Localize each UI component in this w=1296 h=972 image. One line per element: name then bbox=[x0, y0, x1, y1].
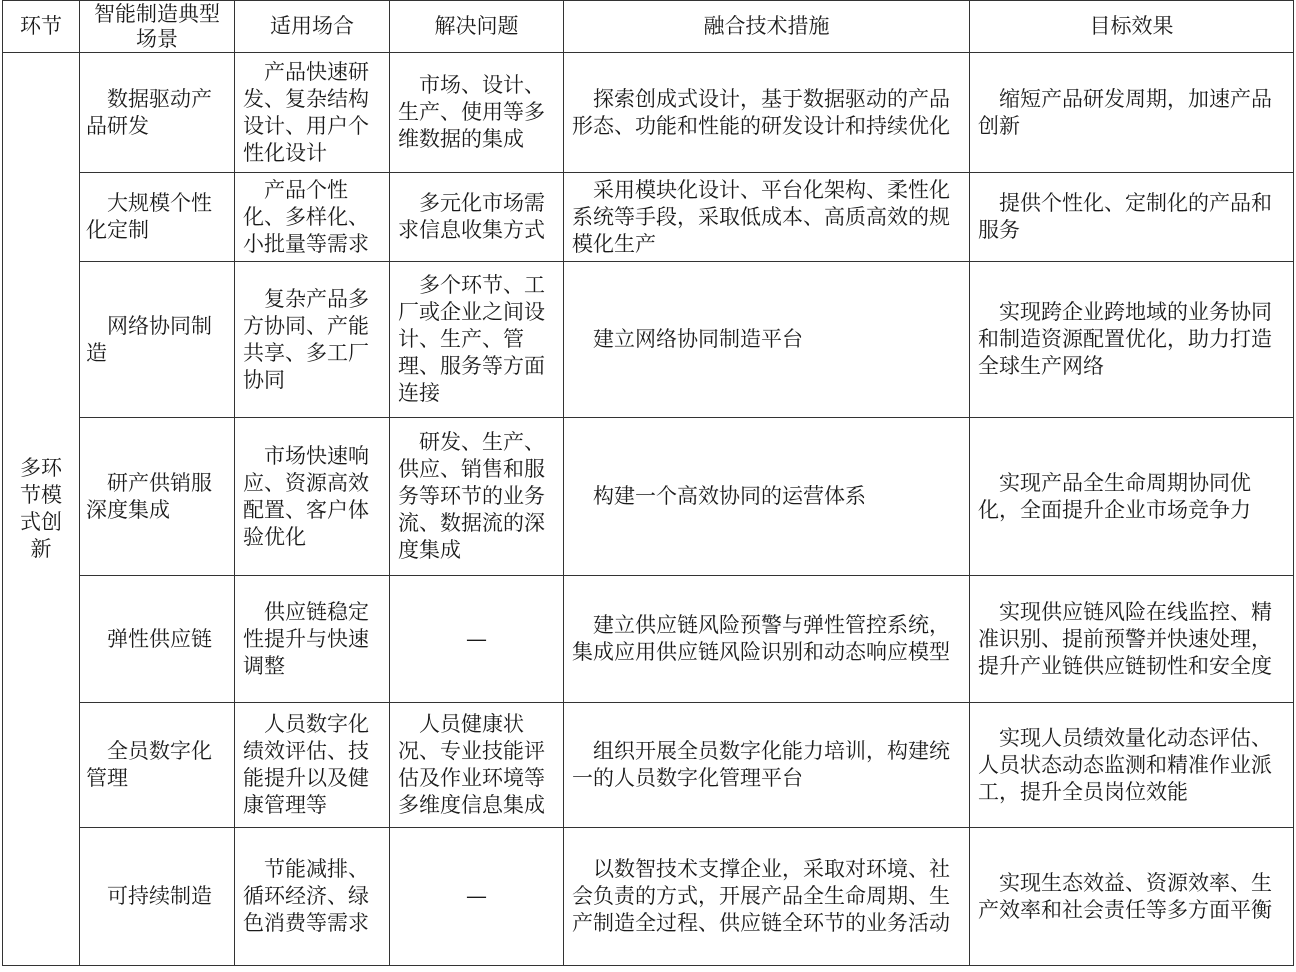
measure-cell: 构建一个高效协同的运营体系 bbox=[564, 418, 970, 576]
header-problem: 解决问题 bbox=[390, 1, 564, 53]
section-label: 多环节模式创新 bbox=[20, 456, 62, 561]
header-effect: 目标效果 bbox=[970, 1, 1294, 53]
scenario-cell: 弹性供应链 bbox=[80, 576, 235, 703]
effect-cell: 实现生态效益、资源效率、生产效率和社会责任等多方面平衡 bbox=[970, 828, 1294, 966]
occasion-cell: 产品快速研发、复杂结构设计、用户个性化设计 bbox=[235, 53, 390, 173]
table-row bbox=[3, 53, 1294, 173]
effect-cell: 提供个性化、定制化的产品和服务 bbox=[970, 173, 1294, 262]
effect-cell: 缩短产品研发周期，加速产品创新 bbox=[970, 53, 1294, 173]
occasion-cell: 复杂产品多方协同、产能共享、多工厂协同 bbox=[235, 262, 390, 418]
table-row bbox=[3, 173, 1294, 262]
occasion-cell: 产品个性化、多样化、小批量等需求 bbox=[235, 173, 390, 262]
effect-cell: 实现供应链风险在线监控、精准识别、提前预警并快速处理，提升产业链供应链韧性和安全度 bbox=[970, 576, 1294, 703]
problem-cell: 多个环节、工厂或企业之间设计、生产、管理、服务等方面连接 bbox=[390, 262, 564, 418]
section-cell bbox=[3, 53, 80, 966]
problem-cell: 人员健康状况、专业技能评估及作业环境等多维度信息集成 bbox=[390, 703, 564, 828]
header-stage: 环节 bbox=[3, 1, 80, 53]
scenario-cell: 可持续制造 bbox=[80, 828, 235, 966]
measure-cell: 以数智技术支撑企业，采取对环境、社会负责的方式，开展产品全生命周期、生产制造全过程、供应链全环节的业务活动 bbox=[564, 828, 970, 966]
measure-cell: 建立网络协同制造平台 bbox=[564, 262, 970, 418]
table-container bbox=[2, 0, 1294, 966]
effect-cell: 实现跨企业跨地域的业务协同和制造资源配置优化，助力打造全球生产网络 bbox=[970, 262, 1294, 418]
scenario-cell: 数据驱动产品研发 bbox=[80, 53, 235, 173]
measure-cell: 采用模块化设计、平台化架构、柔性化系统等手段，采取低成本、高质高效的规模化生产 bbox=[564, 173, 970, 262]
problem-cell: 多元化市场需求信息收集方式 bbox=[390, 173, 564, 262]
occasion-cell: 市场快速响应、资源高效配置、客户体验优化 bbox=[235, 418, 390, 576]
table-row bbox=[3, 576, 1294, 703]
scenario-cell: 大规模个性化定制 bbox=[80, 173, 235, 262]
smart-manufacturing-scenarios-table bbox=[2, 0, 1294, 966]
measure-cell: 组织开展全员数字化能力培训，构建统一的人员数字化管理平台 bbox=[564, 703, 970, 828]
header-row bbox=[3, 1, 1294, 53]
table-row bbox=[3, 828, 1294, 966]
effect-cell: 实现人员绩效量化动态评估、人员状态动态监测和精准作业派工，提升全员岗位效能 bbox=[970, 703, 1294, 828]
effect-cell: 实现产品全生命周期协同优化，全面提升企业市场竞争力 bbox=[970, 418, 1294, 576]
table-row bbox=[3, 703, 1294, 828]
header-scenario: 智能制造典型场景 bbox=[80, 1, 235, 53]
occasion-cell: 供应链稳定性提升与快速调整 bbox=[235, 576, 390, 703]
problem-cell: — bbox=[390, 828, 564, 966]
scenario-cell: 全员数字化管理 bbox=[80, 703, 235, 828]
scenario-cell: 研产供销服深度集成 bbox=[80, 418, 235, 576]
problem-cell: — bbox=[390, 576, 564, 703]
table-row bbox=[3, 418, 1294, 576]
occasion-cell: 节能减排、循环经济、绿色消费等需求 bbox=[235, 828, 390, 966]
occasion-cell: 人员数字化绩效评估、技能提升以及健康管理等 bbox=[235, 703, 390, 828]
measure-cell: 建立供应链风险预警与弹性管控系统，集成应用供应链风险识别和动态响应模型 bbox=[564, 576, 970, 703]
measure-cell: 探索创成式设计，基于数据驱动的产品形态、功能和性能的研发设计和持续优化 bbox=[564, 53, 970, 173]
problem-cell: 研发、生产、供应、销售和服务等环节的业务流、数据流的深度集成 bbox=[390, 418, 564, 576]
problem-cell: 市场、设计、生产、使用等多维数据的集成 bbox=[390, 53, 564, 173]
header-measure: 融合技术措施 bbox=[564, 1, 970, 53]
scenario-cell: 网络协同制造 bbox=[80, 262, 235, 418]
header-occasion: 适用场合 bbox=[235, 1, 390, 53]
table-row bbox=[3, 262, 1294, 418]
